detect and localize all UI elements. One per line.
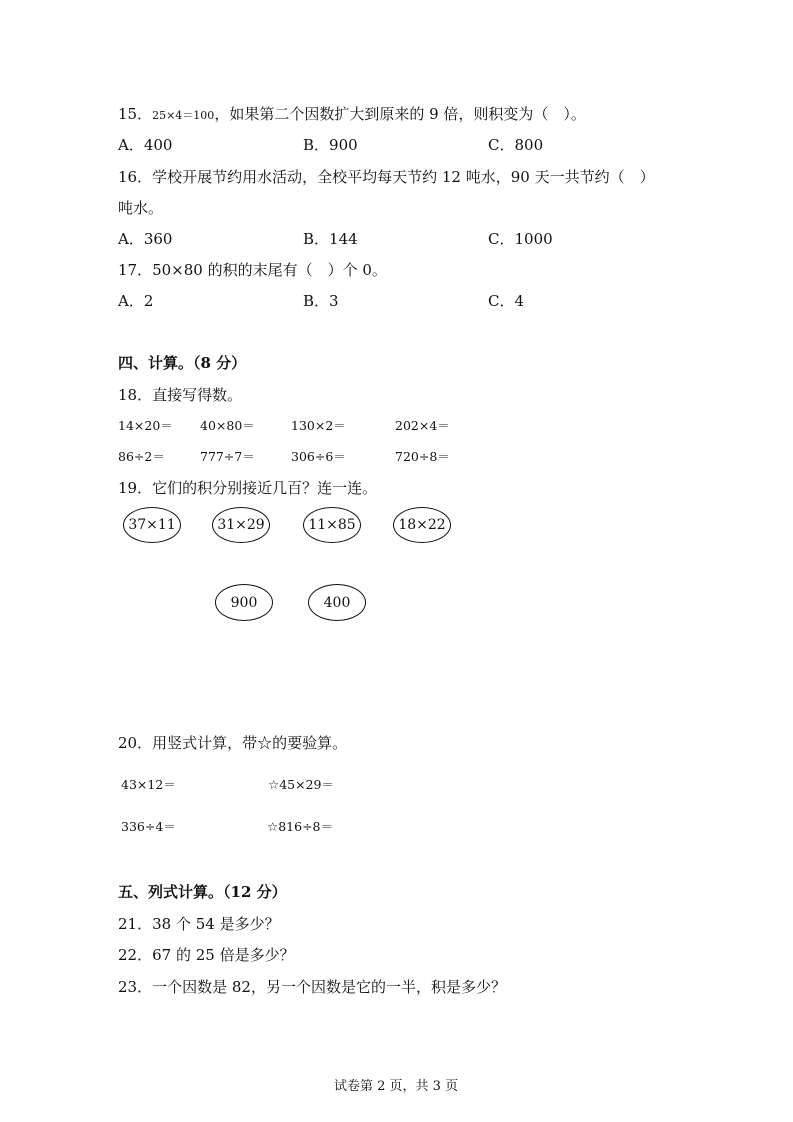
section-5-heading: 五、列式计算。（12 分） bbox=[118, 883, 287, 901]
question-20-title: 20．用竖式计算，带☆的要验算。 bbox=[118, 734, 348, 752]
option-a: A．2 bbox=[118, 292, 154, 310]
option-a: A．400 bbox=[118, 136, 173, 154]
question-19-title: 19．它们的积分别接近几百？连一连。 bbox=[118, 479, 378, 497]
target-label: 900 bbox=[230, 594, 258, 611]
product-ellipse[interactable] bbox=[393, 507, 451, 543]
option-c: C．1000 bbox=[488, 230, 553, 248]
question-22: 22．67 的 25 倍是多少？ bbox=[118, 946, 295, 964]
product-label: 37×11 bbox=[128, 517, 176, 533]
question-16-line-1: 16．学校开展节约用水活动，全校平均每天节约 12 吨水，90 天一共节约（ ） bbox=[118, 168, 655, 186]
calc-item: 14×20＝ bbox=[118, 418, 173, 433]
calc-item: ☆45×29＝ bbox=[268, 777, 334, 792]
option-b: B．900 bbox=[303, 136, 358, 154]
section-4-heading: 四、计算。（8 分） bbox=[118, 354, 247, 372]
target-label: 400 bbox=[323, 594, 351, 611]
option-c: C．4 bbox=[488, 292, 525, 310]
product-ellipse[interactable] bbox=[303, 507, 361, 543]
target-ellipse[interactable] bbox=[308, 584, 366, 621]
question-16-line-2: 吨水。 bbox=[118, 199, 164, 217]
calc-item: 86÷2＝ bbox=[118, 449, 165, 464]
question-23: 23．一个因数是 82，另一个因数是它的一半，积是多少？ bbox=[118, 978, 506, 996]
option-b: B．144 bbox=[303, 230, 358, 248]
product-ellipse[interactable] bbox=[123, 507, 181, 543]
product-label: 11×85 bbox=[308, 517, 356, 533]
calc-item: 777÷7＝ bbox=[200, 449, 255, 464]
question-18-title: 18．直接写得数。 bbox=[118, 386, 243, 404]
calc-item: 202×4＝ bbox=[395, 418, 450, 433]
question-number: 15． bbox=[118, 105, 153, 123]
page-footer: 试卷第 2 页，共 3 页 bbox=[334, 1079, 459, 1094]
calc-item: 720÷8＝ bbox=[395, 449, 450, 464]
product-ellipse[interactable] bbox=[212, 507, 270, 543]
calc-item: 43×12＝ bbox=[121, 777, 176, 792]
option-c: C．800 bbox=[488, 136, 544, 154]
question-text: ，如果第二个因数扩大到原来的 9 倍，则积变为（ ）。 bbox=[214, 105, 586, 123]
question-17: 17．50×80 的积的末尾有（ ）个 0。 bbox=[118, 261, 387, 279]
option-a: A．360 bbox=[118, 230, 173, 248]
product-label: 31×29 bbox=[217, 517, 265, 533]
calc-item: 336÷4＝ bbox=[121, 819, 176, 834]
calc-item: 40×80＝ bbox=[200, 418, 255, 433]
calc-item: 306÷6＝ bbox=[291, 449, 346, 464]
option-b: B．3 bbox=[303, 292, 339, 310]
product-label: 18×22 bbox=[398, 517, 446, 533]
formula: 25×4＝100 bbox=[152, 109, 215, 122]
calc-item: ☆816÷8＝ bbox=[267, 819, 333, 834]
target-ellipse[interactable] bbox=[215, 584, 273, 621]
question-15 bbox=[118, 103, 586, 124]
question-21: 21．38 个 54 是多少？ bbox=[118, 915, 280, 933]
calc-item: 130×2＝ bbox=[291, 418, 346, 433]
